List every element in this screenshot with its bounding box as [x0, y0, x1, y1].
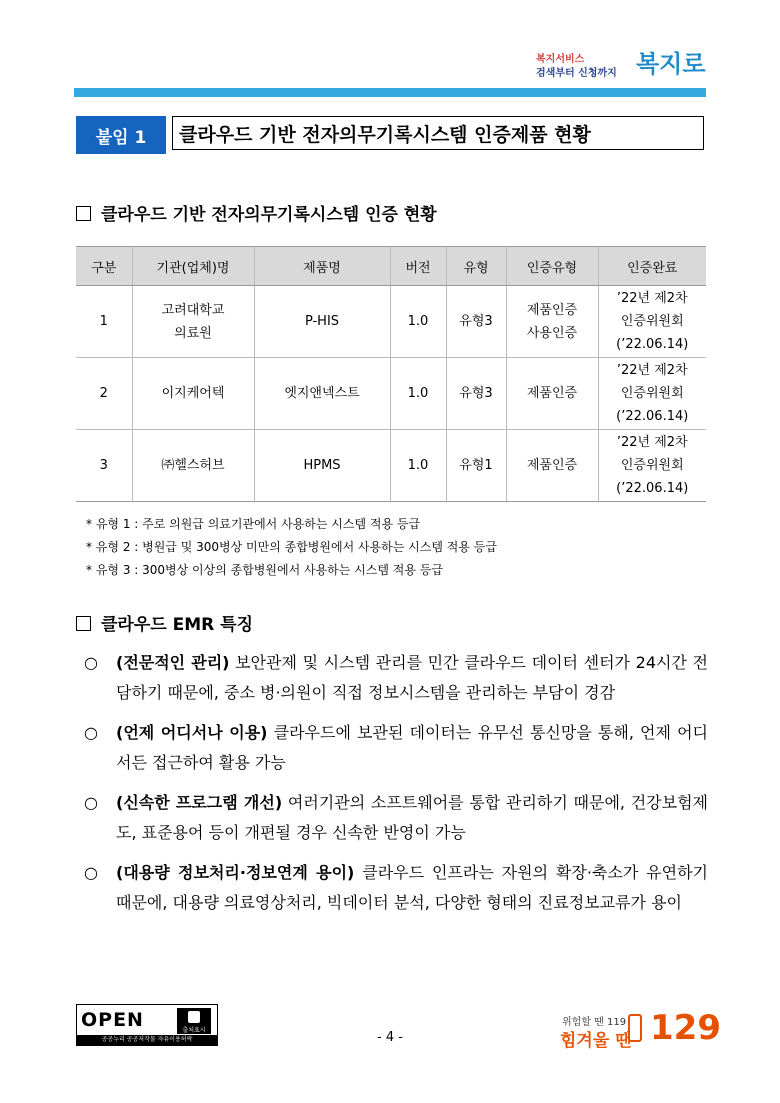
logo-brand: 복지로 — [636, 49, 706, 78]
open-text: OPEN — [81, 1009, 144, 1031]
cell-type: 유형3 — [446, 286, 506, 358]
logo-line2: 검색부터 신청까지 — [536, 68, 617, 79]
checkbox-square-icon — [76, 206, 91, 221]
col-header-completed: 인증완료 — [598, 247, 706, 286]
note-item: * 유형 3 : 300병상 이상의 종합병원에서 사용하는 시스템 적용 등급 — [86, 563, 443, 577]
cell-product: 엣지앤넥스트 — [254, 358, 390, 430]
cell-org: 이지케어텍 — [132, 358, 254, 430]
feature-title: (대용량 정보처리·정보연계 용이) — [116, 863, 355, 882]
list-item — [84, 718, 708, 778]
feature-text: 보안관제 및 시스템 관리를 민간 클라우드 데이터 센터가 24시간 전담하기 때문에, 중소 병·의원이 직접 정보시스템을 관리하는 부담이 경감 — [116, 653, 709, 702]
cell-completed: ’22년 제2차 인증위원회 (’22.06.14) — [598, 286, 706, 358]
cell-version: 1.0 — [390, 286, 446, 358]
page-title-box — [76, 116, 706, 154]
table-row — [76, 286, 706, 358]
cell-no: 2 — [76, 358, 132, 430]
section-heading-cert — [76, 200, 437, 225]
table-header-row — [76, 247, 706, 286]
cell-version: 1.0 — [390, 430, 446, 502]
logo-line1: 복지서비스 — [536, 54, 585, 65]
cell-version: 1.0 — [390, 358, 446, 430]
feature-title: (신속한 프로그램 개선) — [116, 793, 283, 812]
table-row — [76, 430, 706, 502]
section-heading-text: 클라우드 EMR 특징 — [101, 615, 253, 635]
license-subtext: 공공누리 공공저작물 자유이용허락 — [77, 1035, 217, 1045]
hotline-129-logo — [560, 1004, 721, 1051]
col-header-type: 유형 — [446, 247, 506, 286]
section-heading-emr — [76, 610, 253, 635]
hotline-line2: 힘겨울 땐 — [560, 1031, 632, 1051]
checkbox-square-icon — [76, 616, 91, 631]
col-header-org: 기관(업체)명 — [132, 247, 254, 286]
cell-product: HPMS — [254, 430, 390, 502]
cell-cert-type: 제품인증 — [506, 358, 598, 430]
circle-bullet-icon: ○ — [84, 723, 98, 742]
feature-title: (언제 어디서나 이용) — [116, 723, 268, 742]
feature-text: 클라우드 인프라는 자원의 확장·축소가 유연하기 때문에, 대용량 의료영상처리, 빅데이터 분석, 다양한 형태의 진료정보교류가 용이 — [116, 863, 708, 912]
cell-no: 1 — [76, 286, 132, 358]
phone-icon — [628, 1014, 642, 1042]
col-header-cert-type: 인증유형 — [506, 247, 598, 286]
cell-product: P-HIS — [254, 286, 390, 358]
page-number: - 4 - — [377, 1030, 403, 1045]
col-header-no: 구분 — [76, 247, 132, 286]
emr-feature-list — [84, 648, 708, 928]
note-item: * 유형 1 : 주로 의원급 의료기관에서 사용하는 시스템 적용 등급 — [86, 517, 421, 531]
cell-completed: ’22년 제2차 인증위원회 (’22.06.14) — [598, 358, 706, 430]
feature-title: (전문적인 관리) — [116, 653, 230, 672]
section-heading-text: 클라우드 기반 전자의무기록시스템 인증 현황 — [101, 205, 437, 225]
circle-bullet-icon: ○ — [84, 793, 98, 812]
table-notes — [86, 513, 497, 582]
col-header-version: 버전 — [390, 247, 446, 286]
table-row — [76, 358, 706, 430]
cell-cert-type: 제품인증 — [506, 430, 598, 502]
list-item — [84, 858, 708, 918]
attachment-tag: 붙임 1 — [76, 116, 166, 154]
feature-text: 클라우드에 보관된 데이터는 유무선 통신망을 통해, 언제 어디서든 접근하여 활용 가능 — [116, 723, 708, 772]
cell-no: 3 — [76, 430, 132, 502]
col-header-product: 제품명 — [254, 247, 390, 286]
cell-type: 유형1 — [446, 430, 506, 502]
hotline-number: 129 — [650, 1008, 721, 1048]
cell-org: 고려대학교 의료원 — [132, 286, 254, 358]
feature-text: 여러기관의 소프트웨어를 통합 관리하기 때문에, 건강보험제도, 표준용어 등이 개편될 경우 신속한 반영이 가능 — [116, 793, 708, 842]
cell-completed: ’22년 제2차 인증위원회 (’22.06.14) — [598, 430, 706, 502]
bokjiro-logo — [536, 44, 706, 84]
cert-table — [76, 246, 706, 502]
page-title: 클라우드 기반 전자의무기록시스템 인증제품 현황 — [172, 116, 704, 150]
hotline-line1: 위험할 땐 119 — [562, 1017, 627, 1028]
cell-type: 유형3 — [446, 358, 506, 430]
list-item — [84, 788, 708, 848]
person-icon — [188, 1011, 200, 1023]
license-label: 출처표시 — [182, 1027, 206, 1034]
circle-bullet-icon: ○ — [84, 653, 98, 672]
circle-bullet-icon: ○ — [84, 863, 98, 882]
header-bar — [74, 88, 706, 97]
note-item: * 유형 2 : 병원급 및 300병상 미만의 종합병원에서 사용하는 시스템 적용 등급 — [86, 540, 497, 554]
cell-cert-type: 제품인증 사용인증 — [506, 286, 598, 358]
cell-org: ㈜헬스허브 — [132, 430, 254, 502]
list-item — [84, 648, 708, 708]
